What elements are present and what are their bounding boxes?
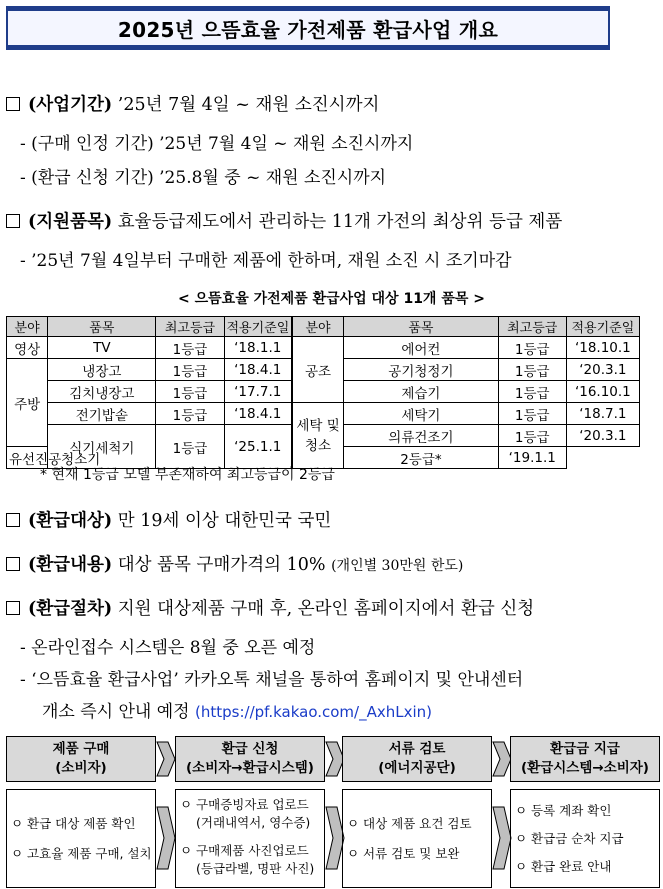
date-cell: ‘25.1.1 [224, 425, 292, 469]
step-header [6, 736, 156, 782]
table-header-row [7, 317, 640, 337]
section-procedure [6, 598, 534, 620]
date-cell: ‘18.4.1 [224, 359, 292, 381]
grade-cell: 2등급* [344, 447, 499, 469]
item-cell: 냉장고 [48, 359, 156, 381]
procedure-text: 지원 대상제품 구매 후, 온라인 홈페이지에서 환급 신청 [117, 599, 535, 619]
header-field: 분야 [7, 317, 48, 337]
procedure-sub-2: - ‘으뜸효율 환급사업’ 카카오톡 채널을 통하여 홈페이지 및 안내센터 [20, 670, 524, 690]
grade-cell: 1등급 [498, 403, 566, 425]
header-item: 품목 [344, 317, 499, 337]
item-cell: 공기청정기 [344, 359, 499, 381]
procedure-sub-cont [42, 701, 432, 723]
date-cell: ‘18.10.1 [566, 337, 639, 359]
page-title: 2025년 으뜸효율 가전제품 환급사업 개요 [117, 17, 499, 42]
step-line: (등급라벨, 명판 사진) [196, 861, 315, 876]
step-subtitle: (소비자→환급시스템) [186, 760, 314, 776]
checkbox-square-icon [6, 557, 20, 571]
item-cell: 에어컨 [344, 337, 499, 359]
item-cell: 식기세척기 [48, 425, 156, 469]
item-cell: TV [48, 337, 156, 359]
step-header [342, 736, 492, 782]
item-cell: 전기밥솥 [48, 403, 156, 425]
header-field: 분야 [292, 317, 344, 337]
section-items [6, 211, 562, 233]
date-cell: ‘18.7.1 [566, 403, 639, 425]
period-sub-1: - (구매 인정 기간) ’25년 7월 4일 ~ 재원 소진시까지 [20, 134, 414, 154]
step-line: ㅇ 대상 제품 요건 검토 [347, 815, 472, 831]
table-footnote: * 현재 1등급 모델 부존재하여 최고등급이 2등급 [40, 467, 335, 483]
grade-cell: 1등급 [498, 381, 566, 403]
arrow-right-icon [157, 736, 175, 782]
item-cell: 김치냉장고 [48, 381, 156, 403]
title-banner [6, 9, 610, 47]
arrow-right-icon [493, 789, 511, 888]
step-header [175, 736, 325, 782]
table-caption: < 으뜸효율 가전제품 환급사업 대상 11개 품목 > [178, 291, 485, 307]
date-cell: ‘16.10.1 [566, 381, 639, 403]
process-step-purchase [6, 736, 156, 861]
table-row [7, 403, 640, 425]
target-text: 만 19세 이상 대한민국 국민 [117, 511, 332, 531]
step-line: ㅇ 환급금 순차 지급 [515, 830, 624, 846]
section-content [6, 554, 463, 577]
step-body [6, 789, 156, 888]
date-cell: ‘19.1.1 [498, 447, 566, 469]
header-item: 품목 [48, 317, 156, 337]
step-body [342, 789, 492, 888]
arrow-right-icon [493, 736, 511, 782]
step-line: ㅇ 구매제품 사진업로드 [180, 843, 309, 858]
procedure-sub-1: - 온라인접수 시스템은 8월 중 오픈 예정 [20, 638, 316, 658]
items-sub-1: - ’25년 7월 4일부터 구매한 제품에 한하며, 재원 소진 시 조기마감 [20, 251, 512, 271]
period-sub-2: - (환급 신청 기간) ’25.8월 중 ~ 재원 소진시까지 [20, 168, 387, 188]
grade-cell: 1등급 [156, 425, 224, 469]
checkbox-square-icon [6, 513, 20, 527]
step-body [175, 789, 325, 888]
date-cell: ‘20.3.1 [566, 359, 639, 381]
step-subtitle: (환급시스템→소비자) [521, 760, 649, 776]
checkbox-square-icon [6, 601, 20, 615]
grade-cell: 1등급 [498, 425, 566, 447]
grade-cell: 1등급 [498, 359, 566, 381]
content-text: 대상 품목 구매가격의 10% [117, 555, 326, 575]
grade-cell: 1등급 [156, 359, 224, 381]
field-cell: 세탁 및 청소 [292, 403, 344, 469]
step-subtitle: (소비자) [55, 760, 107, 776]
step-body [510, 789, 660, 888]
checkbox-square-icon [6, 97, 20, 111]
arrow-right-icon [157, 789, 175, 888]
item-cell: 의류건조기 [344, 425, 499, 447]
step-title: 서류 검토 [388, 741, 446, 757]
step-line: ㅇ 환급 완료 안내 [515, 858, 612, 874]
process-step-review [342, 736, 492, 861]
item-cell: 유선진공청소기 [7, 447, 48, 469]
process-step-apply [175, 736, 325, 876]
step-line: (거래내역서, 영수증) [196, 815, 311, 830]
step-title: 환급금 지급 [550, 741, 620, 757]
grade-cell: 1등급 [498, 337, 566, 359]
process-step-payment [510, 736, 660, 874]
items-text: 효율등급제도에서 관리하는 11개 가전의 최상위 등급 제품 [117, 212, 563, 232]
header-grade: 최고등급 [156, 317, 224, 337]
step-line: ㅇ 구매증빙자료 업로드 [180, 797, 309, 812]
section-target [6, 510, 331, 532]
product-table [6, 316, 640, 469]
step-line: ㅇ 서류 검토 및 보완 [347, 845, 460, 861]
date-cell: ‘17.7.1 [224, 381, 292, 403]
content-note: (개인별 30만원 한도) [331, 558, 464, 574]
table-row [7, 337, 640, 359]
header-date: 적용기준일 [566, 317, 639, 337]
target-label: (환급대상) [28, 511, 113, 531]
field-cell: 공조 [292, 337, 344, 403]
date-cell: ‘20.3.1 [566, 425, 639, 447]
grade-cell: 1등급 [156, 403, 224, 425]
item-cell: 세탁기 [344, 403, 499, 425]
field-cell: 영상 [7, 337, 48, 359]
date-cell: ‘18.4.1 [224, 403, 292, 425]
step-line: ㅇ 고효율 제품 구매, 설치 [11, 845, 152, 861]
header-grade: 최고등급 [498, 317, 566, 337]
section-period [6, 94, 379, 116]
period-text: ’25년 7월 4일 ~ 재원 소진시까지 [117, 95, 380, 115]
header-date: 적용기준일 [224, 317, 292, 337]
checkbox-square-icon [6, 214, 20, 228]
step-subtitle: (에너지공단) [378, 760, 456, 776]
item-cell: 제습기 [344, 381, 499, 403]
procedure-sub-cont-text: 개소 즉시 안내 예정 [42, 702, 190, 722]
field-cell: 주방 [7, 359, 48, 447]
step-title: 제품 구매 [52, 741, 110, 757]
items-label: (지원품목) [28, 212, 113, 232]
grade-cell: 1등급 [156, 337, 224, 359]
period-label: (사업기간) [28, 95, 113, 115]
step-header [510, 736, 660, 782]
content-label: (환급내용) [28, 555, 113, 575]
kakao-channel-link[interactable]: (https://pf.kakao.com/_AxhLxin) [195, 703, 433, 721]
step-line: ㅇ 환급 대상 제품 확인 [11, 815, 136, 831]
procedure-label: (환급절차) [28, 599, 113, 619]
step-line: ㅇ 등록 계좌 확인 [515, 802, 612, 818]
date-cell: ‘18.1.1 [224, 337, 292, 359]
step-title: 환급 신청 [221, 741, 279, 757]
grade-cell: 1등급 [156, 381, 224, 403]
